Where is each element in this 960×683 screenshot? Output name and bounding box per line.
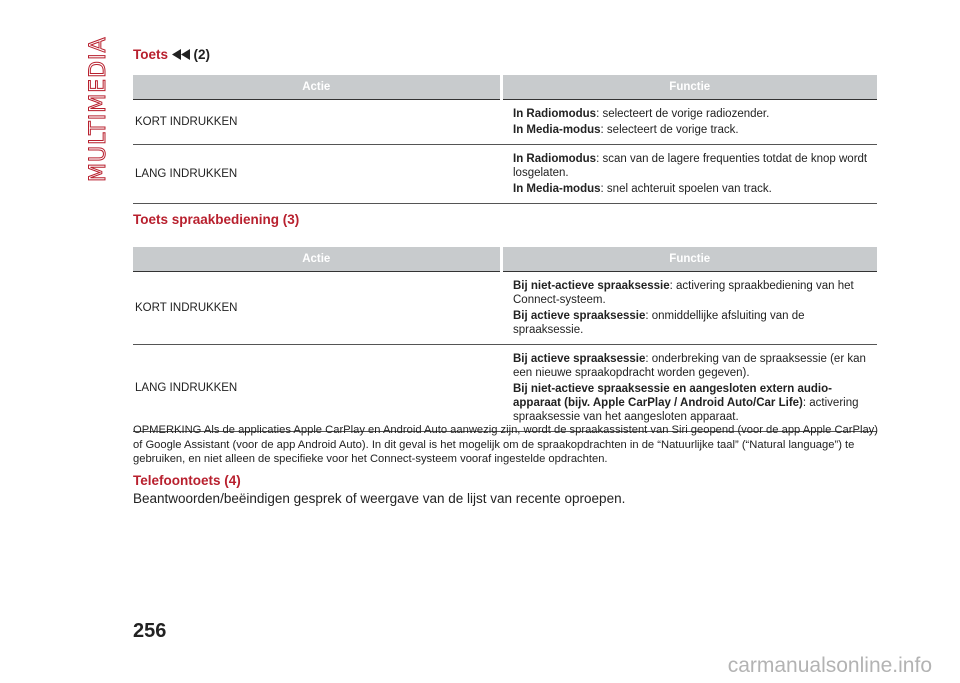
function-term: Bij niet-actieve spraaksessie en aangesloten extern audio-apparaat (bijv. Apple CarPlay / Android Auto/Car Life) <box>513 383 832 409</box>
action-cell: LANG INDRUKKEN <box>135 168 238 180</box>
function-cell <box>501 345 877 432</box>
function-term: Bij actieve spraaksessie <box>513 353 646 365</box>
phone-description: Beantwoorden/beëindigen gesprek of weergave van de lijst van recente oproepen. <box>133 491 626 506</box>
column-header-function: Functie <box>501 75 877 100</box>
note-paragraph: OPMERKING Als de applicaties Apple CarPlay en Android Auto aanwezig zijn, wordt de spraakassistent van Siri geopend (voor de app Apple CarPlay) of Google Assistant (voor de app Android Auto). In dit geval is het mogelijk om de spraakopdrachten in de “Natuurlijke taal” (“Natural language”) te gebruiken, en niet alleen de specifieke voor het Connect-systeem vooraf ingestelde opdrachten. <box>133 424 878 465</box>
table-rewind <box>133 75 877 204</box>
column-header-action: Actie <box>133 247 501 272</box>
rewind-icon <box>172 49 190 60</box>
function-cell <box>501 100 877 145</box>
function-cell <box>501 145 877 204</box>
section-title-rewind <box>133 47 210 62</box>
table-row <box>133 145 877 204</box>
function-cell <box>501 272 877 345</box>
watermark: carmanualsonline.info <box>727 654 932 677</box>
table-voice <box>133 247 877 432</box>
section-title-suffix: (2) <box>193 47 211 62</box>
column-header-function: Functie <box>501 247 877 272</box>
function-term: Bij actieve spraaksessie <box>513 310 646 322</box>
table-row <box>133 100 877 145</box>
function-term: In Radiomodus <box>513 153 597 165</box>
table-row <box>133 345 877 432</box>
page-number: 256 <box>133 620 167 642</box>
section-title-prefix: Toets <box>133 47 169 62</box>
action-cell: KORT INDRUKKEN <box>135 116 238 128</box>
function-term: In Media-modus <box>513 183 601 195</box>
chapter-sidebar <box>84 36 111 190</box>
action-cell: KORT INDRUKKEN <box>135 302 238 314</box>
action-cell: LANG INDRUKKEN <box>135 382 238 394</box>
section-title-voice: Toets spraakbediening (3) <box>133 212 300 227</box>
function-term: In Media-modus <box>513 124 601 136</box>
function-text: : activering spraakbediening van het Connect-systeem. <box>513 280 854 306</box>
column-header-action: Actie <box>133 75 501 100</box>
chapter-label: MULTIMEDIA <box>86 36 111 182</box>
function-text: : snel achteruit spoelen van track. <box>600 183 772 195</box>
function-text: : onderbreking van de spraaksessie (er kan een nieuwe spraakopdracht worden gegeven). <box>513 353 866 379</box>
function-text: : selecteert de vorige radiozender. <box>596 108 770 120</box>
function-text: : scan van de lagere frequenties totdat de knop wordt losgelaten. <box>513 153 868 179</box>
function-text: : selecteert de vorige track. <box>600 124 739 136</box>
function-term: Bij niet-actieve spraaksessie <box>513 280 670 292</box>
function-text: : onmiddellijke afsluiting van de spraaksessie. <box>513 310 805 336</box>
table-row <box>133 272 877 345</box>
function-term: In Radiomodus <box>513 108 597 120</box>
function-text: : activering spraaksessie van het aangesloten apparaat. <box>513 397 859 423</box>
section-title-phone: Telefoontoets (4) <box>133 473 241 488</box>
